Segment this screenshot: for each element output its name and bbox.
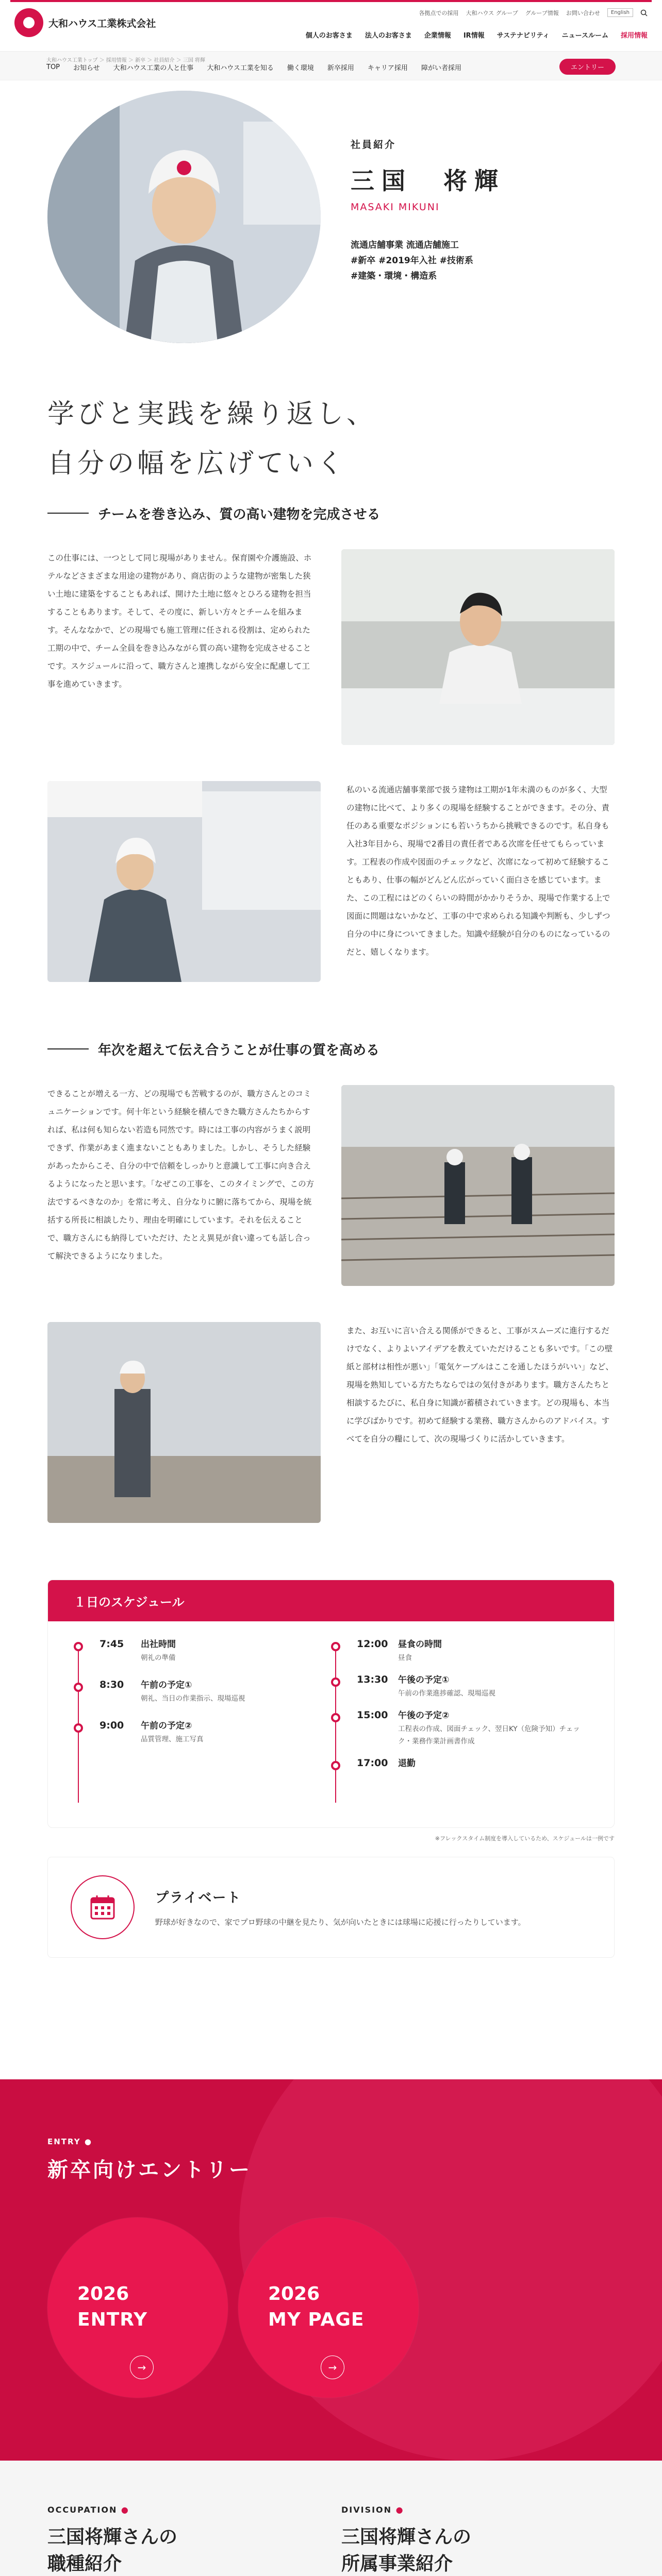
schedule-column-am bbox=[74, 1637, 331, 1812]
employee-meta bbox=[351, 238, 505, 284]
block-caption: OCCUPATION ● bbox=[47, 2505, 129, 2515]
util-link[interactable]: お問い合わせ bbox=[566, 9, 600, 16]
gnav-item[interactable]: 法人のお客さま bbox=[365, 32, 412, 40]
util-link[interactable]: グループ情報 bbox=[525, 9, 559, 16]
schedule-time: 17:00 bbox=[357, 1757, 388, 1769]
button-year: 2026 bbox=[268, 2283, 320, 2304]
daily-schedule bbox=[47, 1580, 615, 1828]
calendar-icon bbox=[71, 1875, 135, 1939]
block-caption: DIVISION ● bbox=[341, 2505, 404, 2515]
catch-line: 自分の幅を広げていく bbox=[47, 448, 347, 479]
schedule-item bbox=[357, 1672, 588, 1700]
schedule-desc: 朝礼、当日の作業指示、現場巡視 bbox=[141, 1694, 245, 1703]
arrow-right-icon: → bbox=[130, 2355, 154, 2379]
schedule-item bbox=[100, 1637, 331, 1664]
utility-nav bbox=[419, 8, 648, 17]
subnav-item[interactable]: 大和ハウス工業の人と仕事 bbox=[113, 64, 194, 72]
gnav-item[interactable]: ニュースルーム bbox=[561, 32, 608, 40]
entry-label-text: ENTRY bbox=[47, 2137, 81, 2146]
catch-line: 学びと実践を繰り返し、 bbox=[47, 399, 377, 430]
schedule-item bbox=[357, 1708, 588, 1748]
photo-outdoor-site bbox=[47, 1322, 321, 1523]
body-text: また、お互いに言い合える関係ができると、工事がスムーズに進行するだけでなく、よりよいアイデアを教えていただけることも多いです。「この壁紙と部材は相性が悪い」「電気ケーブルはここを通したほうがいい」など、現場を熟知している方たちならではの気付きがあります。職方さんたちと相談するたびに、私自身に知識が蓄積されていきます。どの現場も、本当に学びばかりです。初めて経験する業務、職方さんからのアドバイス。すべてを自分の糧にして、次の現場づくりに活かしていきます。 bbox=[346, 1326, 614, 1444]
language-button[interactable]: English bbox=[607, 8, 633, 17]
private-text: 野球が好きなので、家でプロ野球の中継を見たり、気が向いたときには球場に応援に行ったりしています。 bbox=[155, 1918, 526, 1927]
entry-section bbox=[0, 2079, 662, 2461]
schedule-time: 9:00 bbox=[100, 1720, 124, 1731]
occupation-block bbox=[47, 2505, 177, 2576]
entry-button[interactable]: エントリー bbox=[559, 59, 616, 75]
sub-nav bbox=[46, 59, 461, 75]
schedule-note: ※フレックスタイム制度を導入しているため、スケジュールは一例です bbox=[435, 1835, 615, 1842]
profile-intro bbox=[351, 137, 505, 284]
content-row bbox=[47, 1085, 615, 1286]
body-text: できることが増える一方、どの現場でも苦戦するのが、職方さんとのコミュニケーションです。何十年という経験を積んできた職方さんたちからすれば、私は何も知らない若造も同然です。時には工事の内容がうまく説明できず、作業があまく進まないこともありました。しかし、そうした経験があったからこそ、自分の中で信頼をしっかりと意識して工事に向き合えるようになったと思います。「なぜこの工事を、このタイミングで、この方法でするべきなのか」を常に考え、自分なりに腑に落ちてから、現場を統括する所長に相談したり、理由を明確にしています。それを伝えることで、職方さんにも納得していただけ、たとえ異見が食い違っても話し合って解決できるようになりました。 bbox=[47, 1089, 315, 1261]
employee-division: 流通店舗事業 流通店舗施工 bbox=[351, 240, 459, 250]
private-card bbox=[47, 1857, 615, 1958]
employee-tags: #新卒 #2019年入社 #技術系 bbox=[351, 256, 473, 266]
sub-nav-bar bbox=[0, 52, 662, 80]
search-icon[interactable] bbox=[640, 9, 648, 16]
block-title bbox=[47, 2524, 177, 2576]
schedule-column-pm bbox=[331, 1637, 588, 1812]
private-content bbox=[155, 1887, 526, 1927]
mypage-2026-button[interactable] bbox=[238, 2217, 419, 2398]
content-row bbox=[47, 1322, 615, 1523]
employee-name: 三国 将輝 bbox=[351, 167, 505, 195]
button-label: MY PAGE bbox=[268, 2309, 365, 2330]
gnav-item[interactable]: 個人のお客さま bbox=[305, 32, 353, 40]
section-heading-text: 年次を超えて伝え合うことが仕事の質を高める bbox=[98, 1042, 380, 1058]
division-block bbox=[341, 2505, 471, 2576]
catch-copy bbox=[0, 359, 662, 498]
schedule-time: 8:30 bbox=[100, 1679, 124, 1690]
schedule-time: 15:00 bbox=[357, 1709, 388, 1721]
profile-hero bbox=[0, 80, 662, 359]
util-link[interactable]: 各拠点での採用 bbox=[419, 9, 459, 16]
subnav-item[interactable]: 障がい者採用 bbox=[421, 64, 461, 72]
photo-rebar-site bbox=[341, 1085, 615, 1286]
timeline-line bbox=[335, 1646, 336, 1803]
schedule-desc: 工程表の作成、図面チェック、翌日KY（危険予知）チェック・業務作業計画書作成 bbox=[398, 1725, 580, 1745]
timeline-dot-icon bbox=[74, 1723, 83, 1733]
employee-tags: #建築・環境・構造系 bbox=[351, 271, 437, 281]
company-logo[interactable] bbox=[14, 8, 156, 37]
subnav-item[interactable]: 働く環境 bbox=[287, 64, 314, 72]
entry-label: ENTRY ● bbox=[47, 2137, 92, 2146]
schedule-desc: 午前の作業進捗確認、現場巡視 bbox=[398, 1689, 495, 1698]
gnav-item[interactable]: IR情報 bbox=[463, 32, 485, 40]
timeline-dot-icon bbox=[331, 1642, 340, 1651]
schedule-heading: 午後の予定① bbox=[398, 1675, 450, 1685]
gnav-item[interactable]: サステナビリティ bbox=[496, 32, 550, 40]
timeline-dot-icon bbox=[331, 1713, 340, 1722]
private-title: プライベート bbox=[155, 1890, 242, 1906]
title-line: 三国将輝さんの bbox=[47, 2527, 178, 2548]
section-heading bbox=[47, 1033, 662, 1064]
accent-bar bbox=[10, 0, 652, 2]
heading-rule bbox=[47, 1048, 89, 1049]
schedule-heading: 昼食の時間 bbox=[398, 1639, 442, 1650]
subnav-item[interactable]: 新卒採用 bbox=[327, 64, 354, 72]
section-heading bbox=[47, 498, 662, 529]
title-line: 三国将輝さんの bbox=[341, 2527, 472, 2548]
caption-text: OCCUPATION bbox=[47, 2505, 118, 2515]
subnav-item[interactable]: TOP bbox=[46, 63, 60, 71]
schedule-heading: 退勤 bbox=[398, 1758, 416, 1769]
schedule-time: 12:00 bbox=[357, 1638, 388, 1650]
site-header bbox=[0, 0, 662, 52]
button-label: ENTRY bbox=[77, 2309, 148, 2330]
schedule-heading: 出社時間 bbox=[141, 1639, 176, 1650]
util-link[interactable]: 大和ハウス グループ bbox=[466, 9, 518, 16]
schedule-heading: 午後の予定② bbox=[398, 1710, 450, 1721]
employee-portrait bbox=[47, 91, 321, 343]
breadcrumb: 大和ハウス工業トップ ＞ 採用情報 ＞ 新卒 ＞ 社員紹介 ＞ 三国 将輝 bbox=[46, 58, 206, 63]
title-line: 所属事業紹介 bbox=[341, 2553, 453, 2574]
gnav-item-recruit[interactable]: 採用情報 bbox=[620, 32, 648, 40]
timeline-dot-icon bbox=[331, 1761, 340, 1770]
body-text: この仕事には、一つとして同じ現場がありません。保育園や介護施設、ホテルなどさまざまな用途の建物があり、商店街のような建物が密集した狭い土地に建築をすることもあれば、開けた土地に悠々とひろる建物を担当することもあります。そして、その度に、新しい方々とチームを組みます。そんななかで、どの現場でも施工管理に任される役割は、定められた工期の中で、チーム全員を巻き込みながら質の高い建物を完成させることです。スケジュールに沿って、職方さんと連携しながら安全に配慮して工事を進めていきます。 bbox=[47, 553, 312, 689]
schedule-item bbox=[100, 1677, 331, 1705]
schedule-time: 13:30 bbox=[357, 1674, 388, 1685]
section-heading-text: チームを巻き込み、質の高い建物を完成させる bbox=[98, 506, 380, 522]
schedule-desc: 朝礼の準備 bbox=[141, 1654, 176, 1662]
timeline-dot-icon bbox=[74, 1642, 83, 1651]
entry-2026-button[interactable] bbox=[47, 2217, 228, 2398]
company-name: 大和ハウス工業株式会社 bbox=[48, 18, 156, 29]
schedule-body bbox=[48, 1621, 614, 1827]
section-label: 社員紹介 bbox=[351, 139, 396, 150]
schedule-item bbox=[357, 1637, 588, 1664]
logo-mark-icon bbox=[14, 8, 43, 37]
entry-title: 新卒向けエントリー bbox=[47, 2158, 252, 2182]
subnav-item[interactable]: キャリア採用 bbox=[367, 64, 408, 72]
schedule-item bbox=[100, 1718, 331, 1745]
block-title bbox=[341, 2524, 471, 2576]
body-text: 私のいる流通店舗事業部で扱う建物は工期が1年未満のものが多く、大型の建物に比べて、より多くの現場を経験することができます。その分、責任のある重要なポジションにも若いうちから挑戦できるのです。私自身も入社3年目から、現場で2番目の責任者である次席を任せてもらっています。工程表の作成や図面のチェックなど、次席になって初めて経験することもあり、仕事の幅がどんどん広がっていく面白さを感じています。また、この工程にはどのくらいの時間がかかりそうか、現場で作業する上で図面に問題はないかなど、工事の中で求められる知識や判断も、少しずつ自分の中に身についてきました。知識や経験が自分のものになっているのだと、嬉しくなります。 bbox=[346, 785, 610, 957]
subnav-item[interactable]: 大和ハウス工業を知る bbox=[207, 64, 274, 72]
schedule-heading: 午前の予定② bbox=[141, 1721, 192, 1731]
content-row bbox=[47, 549, 615, 745]
heading-rule bbox=[47, 513, 89, 514]
title-line: 職種紹介 bbox=[47, 2553, 122, 2574]
caption-text: DIVISION bbox=[341, 2505, 392, 2515]
employee-roman-name: MASAKI MIKUNI bbox=[351, 201, 440, 213]
schedule-item bbox=[357, 1756, 588, 1769]
schedule-desc: 昼食 bbox=[398, 1654, 412, 1662]
related-links bbox=[0, 2461, 662, 2576]
subnav-item[interactable]: お知らせ bbox=[73, 64, 100, 72]
timeline-dot-icon bbox=[74, 1683, 83, 1692]
content-row bbox=[47, 781, 615, 982]
photo-office bbox=[341, 549, 615, 745]
photo-site-tablet bbox=[47, 781, 321, 982]
gnav-item[interactable]: 企業情報 bbox=[424, 32, 451, 40]
schedule-title: １日のスケジュール bbox=[48, 1580, 614, 1621]
timeline-dot-icon bbox=[331, 1677, 340, 1687]
schedule-time: 7:45 bbox=[100, 1638, 124, 1650]
global-nav bbox=[306, 30, 648, 40]
arrow-right-icon: → bbox=[321, 2355, 344, 2379]
schedule-desc: 品質管理、施工写真 bbox=[141, 1735, 204, 1743]
button-year: 2026 bbox=[77, 2283, 129, 2304]
schedule-heading: 午前の予定① bbox=[141, 1680, 192, 1690]
